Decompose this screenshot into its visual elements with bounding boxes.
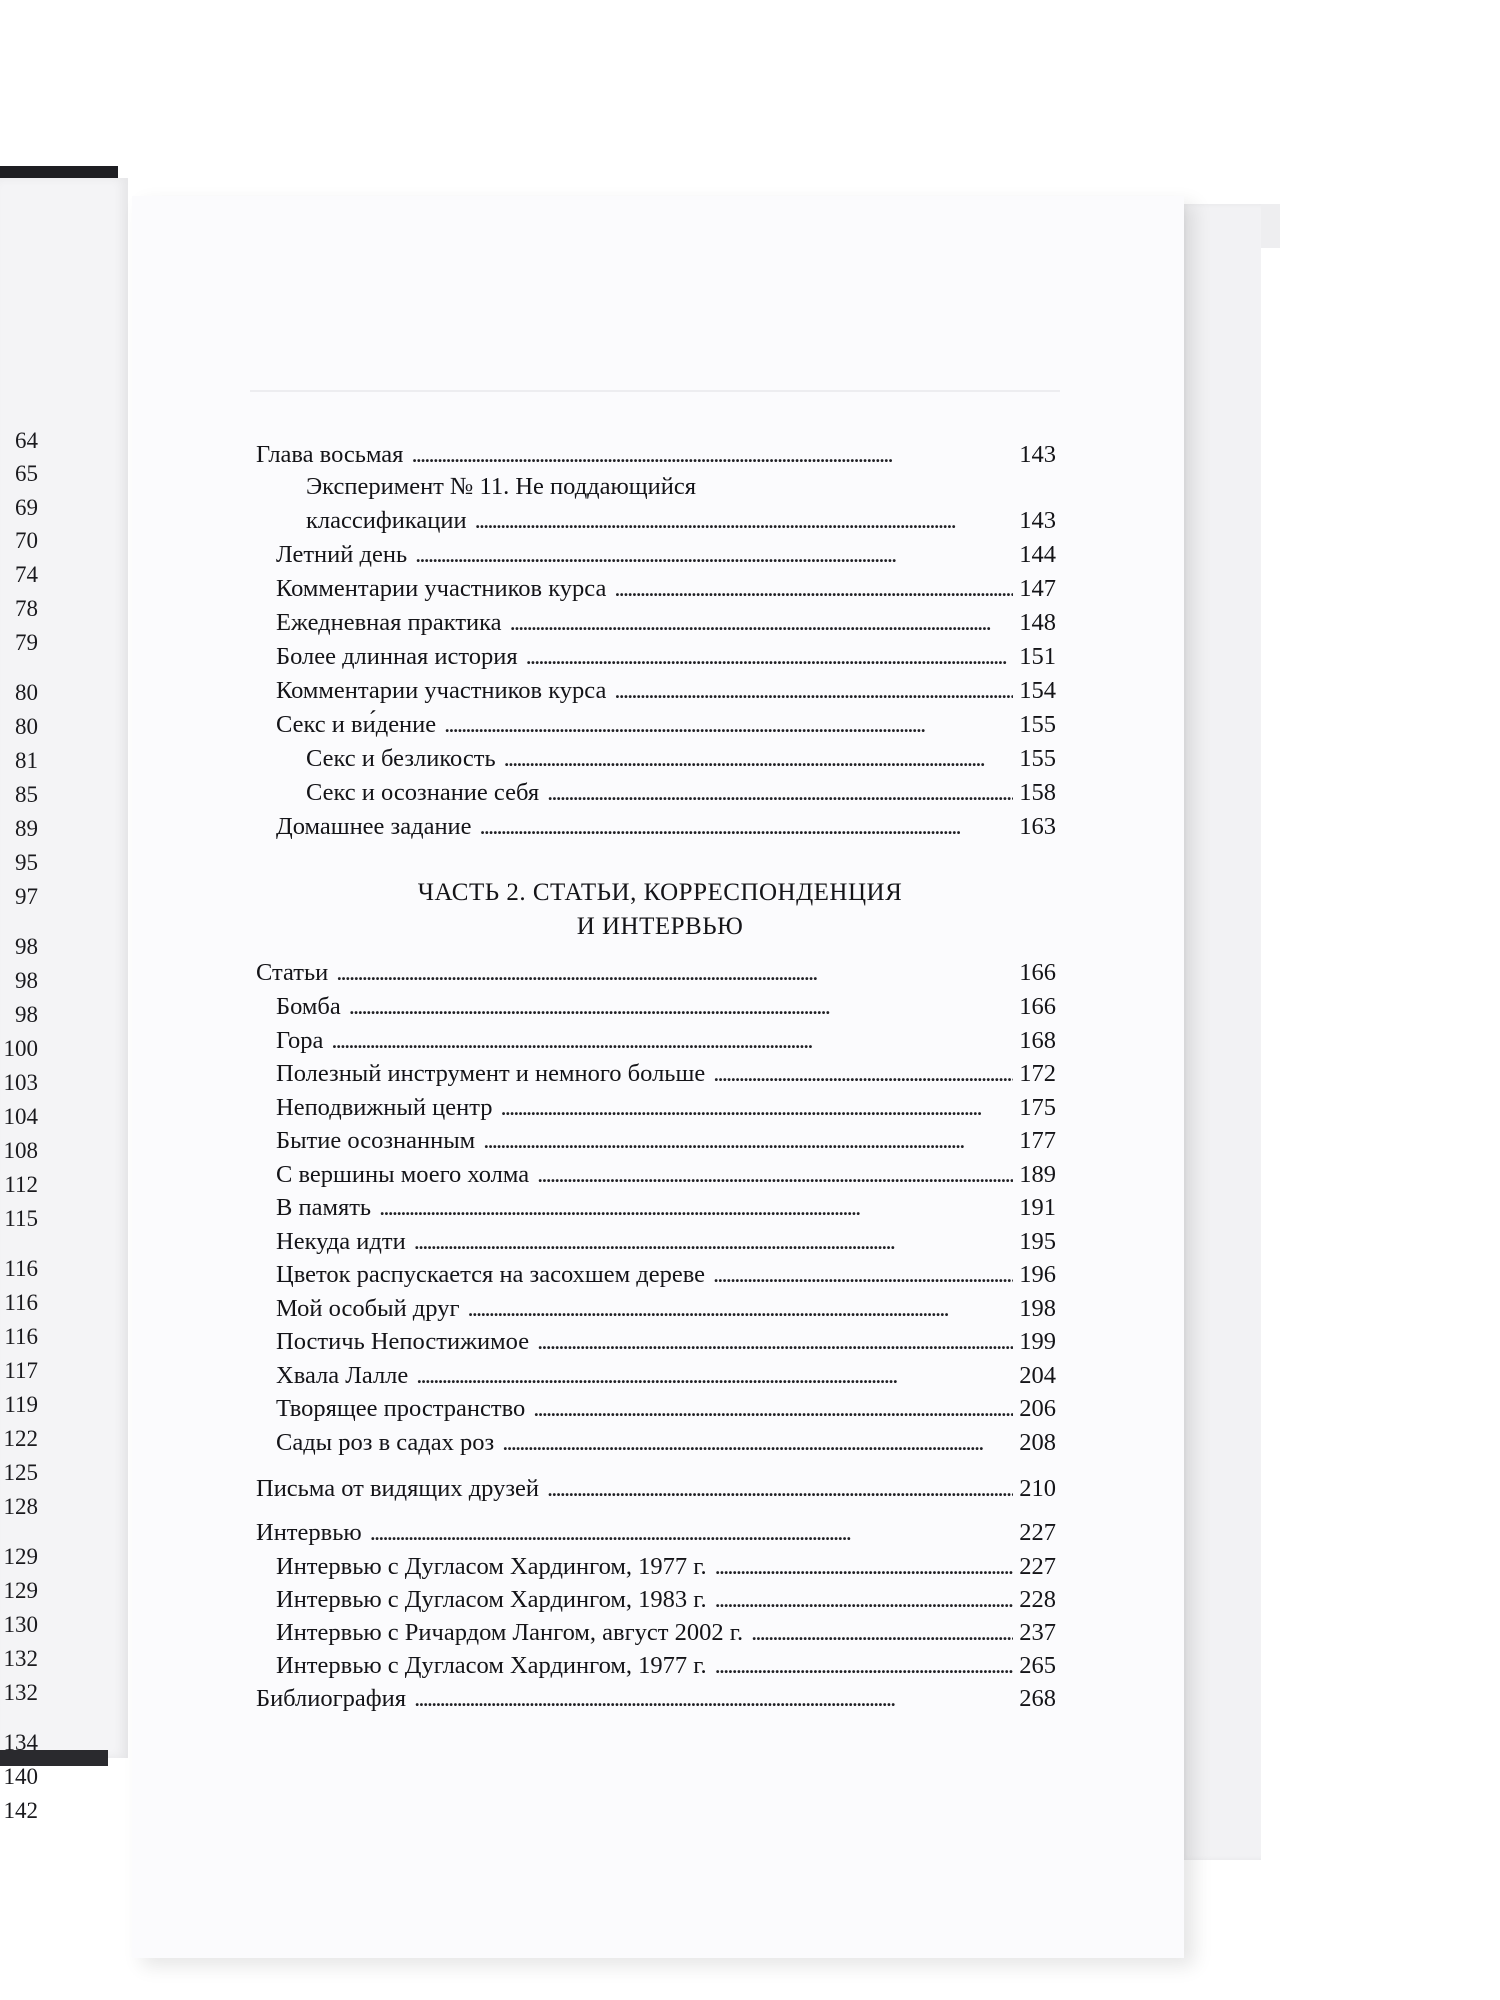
- toc-entry-page: 166: [1019, 993, 1056, 1020]
- left-page-number: 65: [15, 461, 38, 486]
- toc-article-entry: [276, 1093, 1056, 1123]
- left-page-number: 103: [3, 1070, 38, 1095]
- left-page-number: 142: [3, 1798, 38, 1823]
- toc-entry: [276, 574, 1056, 604]
- left-page-number: 78: [15, 596, 38, 621]
- toc-entry-page: 228: [1019, 1586, 1056, 1613]
- left-page-number: 74: [15, 562, 38, 587]
- toc-entry-title: Секс и ви́дение: [276, 711, 437, 738]
- toc-entry-title: С вершины моего холма: [276, 1160, 530, 1188]
- toc-entry-page: 206: [1019, 1395, 1056, 1422]
- left-page-number: 98: [15, 934, 38, 959]
- toc-entry-title: Цветок распускается на засохшем дереве: [276, 1261, 706, 1288]
- toc-leader-dots: [349, 992, 1014, 1022]
- toc-leader-dots: [336, 958, 1013, 988]
- toc-entry-title: Сады роз в садах роз: [276, 1428, 495, 1456]
- toc-entry-page: 227: [1019, 1553, 1056, 1580]
- left-page-number: 69: [15, 495, 38, 520]
- left-page-number: 70: [15, 528, 38, 553]
- left-page-number: 112: [4, 1172, 38, 1197]
- toc-entry-page: 155: [1019, 745, 1056, 772]
- toc-entry-title: Секс и осознание себя: [306, 779, 540, 806]
- toc-leader-dots: [379, 1193, 1013, 1223]
- toc-entry-title: Интервью: [256, 1519, 362, 1546]
- toc-article-entry: [276, 1160, 1056, 1190]
- toc-leader-dots: [547, 1474, 1013, 1504]
- toc-leader-dots: [713, 1260, 1013, 1290]
- toc-leader-dots: [500, 1093, 1013, 1123]
- toc-entry-page: 208: [1019, 1428, 1056, 1456]
- left-page-number: 95: [15, 850, 38, 875]
- toc-article-entry: [276, 1294, 1056, 1324]
- toc-leader-dots: [483, 1126, 1013, 1156]
- left-page-number: 115: [4, 1206, 38, 1231]
- left-page-number: 108: [3, 1138, 38, 1163]
- toc-entry-title: Бомба: [276, 993, 341, 1020]
- toc-leader-dots: [504, 744, 1014, 774]
- toc-entry: [276, 642, 1056, 672]
- toc-entry-page: 189: [1019, 1160, 1056, 1188]
- toc-entry-interviews: [256, 1518, 1056, 1548]
- left-page-number: 64: [15, 428, 38, 453]
- left-page-number: 134: [3, 1730, 38, 1755]
- toc-entry-experiment-11: [306, 506, 1056, 536]
- left-page-number: 128: [3, 1494, 38, 1519]
- toc-interview-entry: [276, 1552, 1056, 1582]
- toc-article-entry: [276, 992, 1056, 1022]
- toc-article-entry: [276, 1394, 1056, 1424]
- toc-entry-title: В память: [276, 1194, 372, 1221]
- toc-interview-entry: [276, 1618, 1056, 1648]
- toc-entry-page: 143: [1019, 441, 1056, 468]
- toc-leader-dots: [751, 1618, 1013, 1648]
- left-page-number: 104: [3, 1104, 38, 1129]
- toc-entry-title: Комментарии участников курса: [276, 575, 607, 602]
- toc-entry-page: 195: [1019, 1227, 1056, 1255]
- left-page-number: 129: [3, 1578, 38, 1603]
- toc-leader-dots: [614, 676, 1013, 706]
- toc-entry-page: 210: [1019, 1475, 1056, 1502]
- toc-leader-dots: [533, 1394, 1013, 1424]
- toc-entry-title: Более длинная история: [276, 643, 518, 670]
- toc-leader-dots: [411, 440, 1013, 470]
- toc-leader-dots: [713, 1059, 1013, 1089]
- toc-leader-dots: [526, 642, 1014, 672]
- toc-leader-dots: [510, 608, 1014, 638]
- toc-entry-page: 168: [1019, 1026, 1056, 1054]
- left-page-number: 140: [3, 1764, 38, 1789]
- toc-entry-title: Секс и безликость: [306, 745, 496, 772]
- toc-entry-page: 191: [1019, 1194, 1056, 1221]
- left-page-number: 130: [3, 1612, 38, 1637]
- toc-entry-page: 166: [1019, 959, 1056, 986]
- toc-entry-title: Домашнее задание: [276, 813, 472, 840]
- toc-entry-title: Постичь Непостижимое: [276, 1328, 530, 1355]
- toc-entry-page: 237: [1019, 1619, 1056, 1646]
- toc-leader-dots: [475, 506, 1014, 536]
- left-page-number: 80: [15, 714, 38, 739]
- toc-entry-experiment-11-line1: Эксперимент № 11. Не поддающийся: [306, 473, 697, 500]
- toc-subentry: [306, 744, 1056, 774]
- toc-entry-title: Мой особый друг: [276, 1294, 460, 1322]
- toc-entry-title: Интервью с Ричардом Лангом, август 2002 г.: [276, 1619, 744, 1646]
- left-page-number: 122: [3, 1426, 38, 1451]
- toc-entry-page: 158: [1019, 779, 1056, 806]
- toc-entry-title: Полезный инструмент и немного больше: [276, 1060, 706, 1087]
- toc-entry-title: Письма от видящих друзей: [256, 1475, 540, 1502]
- toc-entry-page: 196: [1019, 1261, 1056, 1288]
- toc-article-entry: [276, 1428, 1056, 1458]
- toc-entry-title: Комментарии участников курса: [276, 677, 607, 704]
- toc-leader-dots: [414, 1227, 1014, 1257]
- toc-leader-dots: [614, 574, 1013, 604]
- toc-leader-dots: [537, 1160, 1013, 1190]
- toc-entry-page: 154: [1019, 677, 1056, 704]
- left-page-number: 100: [3, 1036, 38, 1061]
- toc-entry: [276, 540, 1056, 570]
- show-through-header: [250, 350, 1060, 392]
- toc-entry-title: Интервью с Дугласом Хардингом, 1977 г.: [276, 1553, 707, 1580]
- toc-entry-articles: [256, 958, 1056, 988]
- toc-entry-page: 177: [1019, 1127, 1056, 1154]
- toc-entry-title: Глава восьмая: [256, 441, 404, 468]
- left-page-number: 119: [4, 1392, 38, 1417]
- left-page-number: 85: [15, 782, 38, 807]
- toc-entry-title: Интервью с Дугласом Хардингом, 1983 г.: [276, 1586, 707, 1613]
- toc-entry-page: 151: [1019, 643, 1056, 670]
- left-page-number: 132: [3, 1646, 38, 1671]
- toc-article-entry: [276, 1227, 1056, 1257]
- toc-entry-title: Неподвижный центр: [276, 1093, 493, 1121]
- toc-entry-page: 163: [1019, 813, 1056, 840]
- toc-entry-page: 155: [1019, 711, 1056, 738]
- left-page-number: 132: [3, 1680, 38, 1705]
- toc-entry-letters: [256, 1474, 1056, 1504]
- toc-leader-dots: [715, 1552, 1014, 1582]
- left-page-number: 125: [3, 1460, 38, 1485]
- toc-entry-page: 227: [1019, 1519, 1056, 1546]
- toc-entry-page: 144: [1019, 541, 1056, 568]
- toc-leader-dots: [468, 1294, 1014, 1324]
- toc-leader-dots: [715, 1585, 1014, 1615]
- toc-leader-dots: [331, 1026, 1013, 1056]
- toc-leader-dots: [414, 1684, 1013, 1714]
- toc-leader-dots: [416, 1361, 1013, 1391]
- toc-article-entry: [276, 1260, 1056, 1290]
- toc-entry-title: Хвала Лалле: [276, 1361, 409, 1389]
- left-page-number: 89: [15, 816, 38, 841]
- toc-leader-dots: [444, 710, 1013, 740]
- toc-entry-title: Творящее пространство: [276, 1395, 526, 1422]
- left-page-number: 117: [4, 1358, 38, 1383]
- left-page-number: 98: [15, 1002, 38, 1027]
- toc-entry-page: 172: [1019, 1060, 1056, 1087]
- toc-entry-bibliography: [256, 1684, 1056, 1714]
- toc-leader-dots: [537, 1327, 1013, 1357]
- toc-entry-page: 199: [1019, 1328, 1056, 1355]
- toc-interview-entry: [276, 1651, 1056, 1681]
- left-page-number: 116: [4, 1290, 38, 1315]
- toc-entry-page: 148: [1019, 609, 1056, 636]
- left-page-number: 81: [15, 748, 38, 773]
- toc-entry-page: 147: [1019, 575, 1056, 602]
- toc-leader-dots: [480, 812, 1014, 842]
- left-page-number: 79: [15, 630, 38, 655]
- toc-article-entry: [276, 1361, 1056, 1391]
- toc-leader-dots: [715, 1651, 1014, 1681]
- left-page-number: 98: [15, 968, 38, 993]
- left-page-number: 80: [15, 680, 38, 705]
- toc-entry-title: Некуда идти: [276, 1227, 406, 1255]
- toc-entry-page: 143: [1019, 507, 1056, 534]
- toc-entry-title: Библиография: [256, 1685, 407, 1712]
- toc-article-entry: [276, 1193, 1056, 1223]
- toc-article-entry: [276, 1126, 1056, 1156]
- toc-leader-dots: [547, 778, 1013, 808]
- part-heading-line2: И ИНТЕРВЬЮ: [576, 913, 744, 940]
- left-page-number: 116: [4, 1256, 38, 1281]
- toc-entry-page: 175: [1019, 1093, 1056, 1121]
- toc-article-entry: [276, 1059, 1056, 1089]
- toc-entry-title: Бытие осознанным: [276, 1127, 476, 1154]
- toc-entry-title: классификации: [306, 507, 467, 534]
- toc-subentry: [306, 778, 1056, 808]
- toc-entry-page: 265: [1019, 1652, 1056, 1679]
- part-heading-line1: ЧАСТЬ 2. СТАТЬИ, КОРРЕСПОНДЕНЦИЯ: [417, 879, 903, 906]
- toc-entry: [276, 608, 1056, 638]
- toc-entry-title: Гора: [276, 1026, 324, 1054]
- toc-leader-dots: [370, 1518, 1014, 1548]
- left-page-number: 97: [15, 884, 38, 909]
- toc-entry-title: Летний день: [276, 541, 408, 568]
- toc-entry: [276, 710, 1056, 740]
- toc-entry-chapter-8: [256, 440, 1056, 470]
- toc-entry-title: Интервью с Дугласом Хардингом, 1977 г.: [276, 1652, 707, 1679]
- left-page-number: 116: [4, 1324, 38, 1349]
- toc-leader-dots: [415, 540, 1013, 570]
- left-page-number: 129: [3, 1544, 38, 1569]
- page-stack: [1180, 204, 1261, 1860]
- toc-entry-homework: [276, 812, 1056, 842]
- toc-interview-entry: [276, 1585, 1056, 1615]
- toc-entry-page: 198: [1019, 1294, 1056, 1322]
- toc-article-entry: [276, 1026, 1056, 1056]
- toc-article-entry: [276, 1327, 1056, 1357]
- toc-entry-title: Статьи: [256, 959, 329, 986]
- toc-entry-page: 204: [1019, 1361, 1056, 1389]
- toc-leader-dots: [502, 1428, 1013, 1458]
- toc-entry-page: 268: [1019, 1685, 1056, 1712]
- toc-entry: [276, 676, 1056, 706]
- toc-entry-title: Ежедневная практика: [276, 609, 502, 636]
